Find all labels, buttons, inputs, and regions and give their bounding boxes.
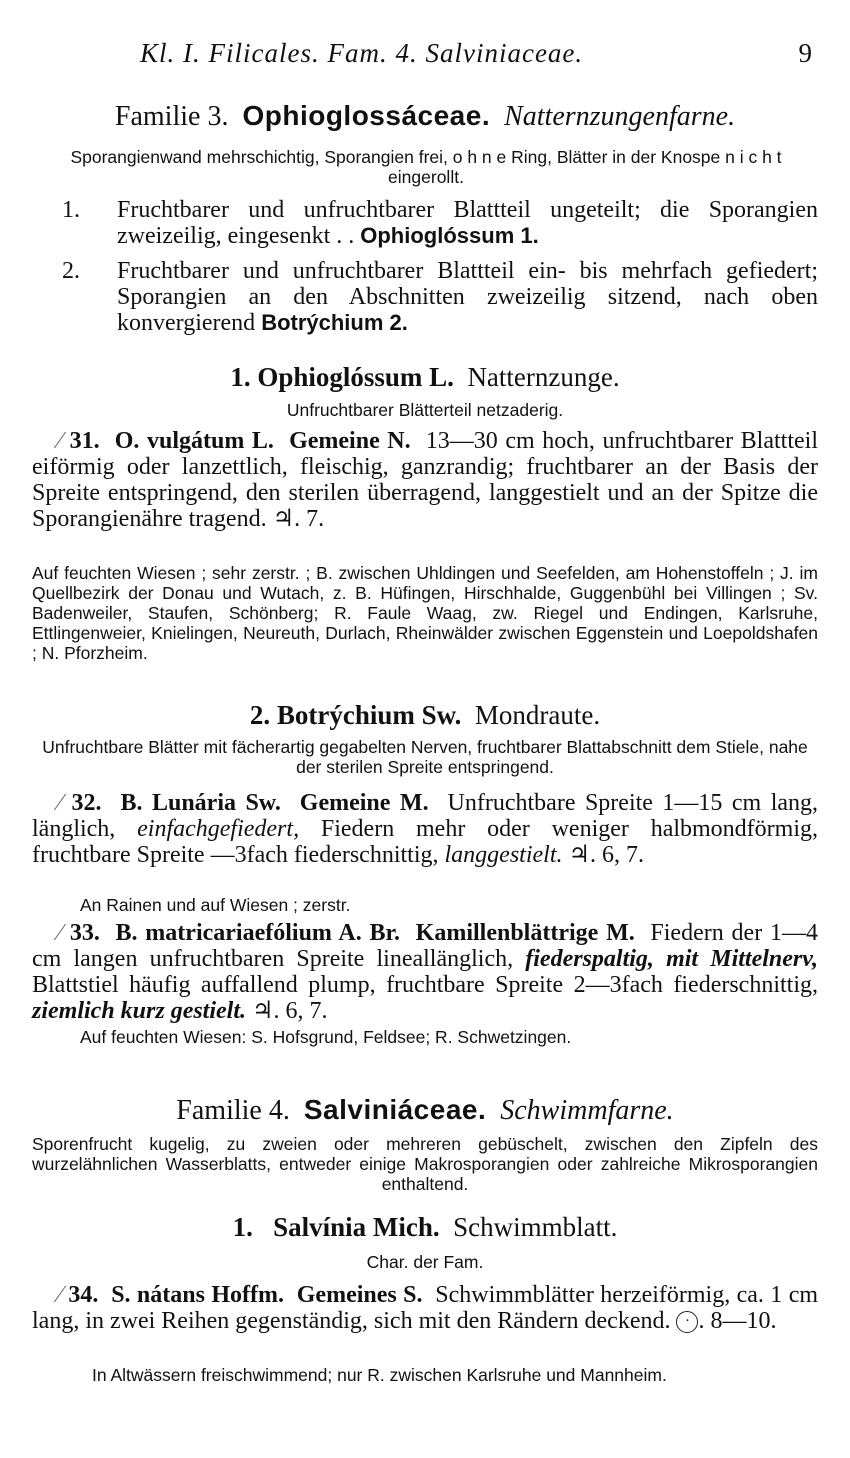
species-32-text-a: Unfruchtbare Spreite 1—15 cm lang, länglich,	[32, 790, 819, 842]
running-head-title: Kl. I. Filicales. Fam. 4. Salviniaceae.	[140, 38, 584, 68]
genus-salvinia-number: 1.	[232, 1212, 253, 1242]
species-33-text-a: Fiedern der 1—4 cm langen unfruchtbaren Spreite lineallänglich,	[32, 920, 819, 972]
species-34-flowering: . 8—10.	[698, 1308, 777, 1334]
species-32-text-b: Fiedern mehr oder weniger halbmondförmig, fruchtbare Spreite —3fach fiederschnittig,	[32, 816, 819, 868]
family4-name: Salviniáceae.	[303, 1094, 487, 1125]
key-1-text: Fruchtbarer und unfruchtbarer Blattteil ungeteilt; die Sporangien zweizeilig, eingesenkt . .	[117, 197, 818, 249]
genus-2-number: 2.	[249, 700, 271, 730]
page-number: 9	[798, 38, 812, 68]
check-mark: ⁄	[58, 790, 63, 816]
species-34-name: S. nátans Hoffm.	[111, 1282, 284, 1308]
species-34-number: 34.	[68, 1282, 99, 1308]
genus-1-description: Unfruchtbarer Blätterteil netzaderig.	[286, 400, 564, 420]
species-31-localities: Auf feuchten Wiesen ; sehr zerstr. ; B. zwischen Uhldingen und Seefelden, am Hohenstoffeln ; J. im Quellbezirk der Donau und Wutach, z. B. Hüfingen, Hirschhalde, Guggenbühl bei Villingen ; Sv. Badenweiler, Staufen, Schönberg; R. Faule Waag, zw. Riegel und Endingen, Karlsruhe, Ettlingenweier, Knielingen, Neureuth, Durlach, Rheinwälder zwischen Eggenstein und Loepoldshafen ; N. Pforzheim.	[32, 563, 818, 663]
annual-circle-icon: ·	[676, 1311, 698, 1333]
species-33-german-name: Kamillenblättrige M.	[415, 920, 635, 946]
species-31-german-name: Gemeine N.	[289, 428, 411, 454]
family3-label: Familie 3.	[114, 101, 229, 132]
species-32-localities: An Rainen und auf Wiesen ; zerstr.	[80, 895, 351, 915]
genus-1-number: 1.	[230, 362, 251, 392]
genus-botrychium-heading	[32, 700, 818, 731]
species-33-text-b: Blattstiel häufig auffallend plump, fruchtbare Spreite 2—3fach fiederschnittig,	[32, 972, 818, 998]
species-33-number: 33.	[69, 920, 100, 946]
species-33-localities: Auf feuchten Wiesen: S. Hofsgrund, Feldsee; R. Schwetzingen.	[80, 1027, 572, 1047]
family4-description: Sporenfrucht kugelig, zu zweien oder mehreren gebüschelt, zwischen den Zipfeln des wurzelähnlichen Wasserblatts, entweder einige Makrosporangien oder zahlreiche Mikrosporangien enthaltend.	[32, 1134, 818, 1194]
species-34	[32, 1282, 818, 1334]
check-mark: ⁄	[58, 1282, 63, 1308]
genus-salvinia-description: Char. der Fam.	[366, 1252, 484, 1272]
key-1-target: Ophioglóssum 1.	[360, 223, 539, 248]
species-32	[32, 790, 818, 868]
family3-description: Sporangienwand mehrschichtig, Sporangien frei, o h n e Ring, Blätter in der Knospe n i c h t eingerollt.	[70, 147, 782, 187]
genus-1-common-name: Natternzunge.	[467, 362, 620, 392]
genus-salvinia-heading	[32, 1212, 818, 1243]
family3-heading	[32, 100, 818, 133]
species-32-flowering: ♃. 6, 7.	[568, 842, 644, 868]
genus-2-description: Unfruchtbare Blätter mit fächerartig gegabelten Nerven, fruchtbarer Blattabschnitt dem Stiele, nahe der sterilen Spreite entspringend.	[42, 737, 808, 777]
species-34-text-a: Schwimmblätter herzeiförmig, ca. 1 cm lang, in zwei Reihen gegenständig, sich mit den Rändern deckend.	[32, 1282, 819, 1334]
check-mark: ⁄	[58, 920, 63, 946]
species-32-number: 32.	[71, 790, 102, 816]
species-31	[32, 428, 818, 532]
genus-2-common-name: Mondraute.	[474, 700, 601, 730]
genus-ophioglossum-heading	[32, 362, 818, 393]
species-31-number: 31.	[69, 428, 100, 454]
family4-heading	[32, 1094, 818, 1127]
genus-1-name: Ophioglóssum L.	[257, 362, 454, 392]
species-33-text-italic: fiederspaltig, mit Mittelnerv,	[525, 946, 818, 972]
species-33-text-italic-2: ziemlich kurz gestielt.	[32, 998, 247, 1024]
key-1-number: 1.	[62, 197, 80, 223]
species-32-text-italic: einfachgefiedert,	[137, 816, 300, 842]
family3-key-1	[30, 197, 818, 249]
family3-name: Ophioglossáceae.	[242, 100, 491, 131]
key-2-text: Fruchtbarer und unfruchtbarer Blattteil ein- bis mehrfach gefiedert; Sporangien an den Abschnitten zweizeilig sitzend, nach oben konvergierend	[117, 258, 818, 336]
species-31-name: O. vulgátum L.	[114, 428, 274, 454]
genus-salvinia-name: Salvínia Mich.	[273, 1212, 440, 1242]
genus-salvinia-common-name: Schwimmblatt.	[453, 1212, 618, 1242]
species-32-text-italic-2: langgestielt.	[444, 842, 563, 868]
species-32-german-name: Gemeine M.	[299, 790, 429, 816]
family4-label: Familie 4.	[176, 1095, 290, 1126]
species-31-description: 13—30 cm hoch, unfruchtbarer Blattteil eiförmig oder lanzettlich, fleischig, ganzrandig; fruchtbarer an der Basis der Spreite entspringend, den sterilen überragend, langgestielt und an der Spitze die Sporangienähre tragend. ♃. 7.	[32, 428, 818, 532]
species-32-name: B. Lunária Sw.	[120, 790, 281, 816]
species-34-german-name: Gemeines S.	[296, 1282, 423, 1308]
family4-common-name: Schwimmfarne.	[500, 1095, 674, 1126]
key-2-target: Botrýchium 2.	[261, 310, 408, 335]
key-2-number: 2.	[62, 258, 80, 284]
genus-2-name: Botrýchium Sw.	[276, 700, 462, 730]
species-33-name: B. matricariaefólium A. Br.	[115, 920, 401, 946]
species-33-flowering: ♃. 6, 7.	[252, 998, 328, 1024]
family3-common-name: Natternzungenfarne.	[504, 101, 736, 132]
check-mark: ⁄	[58, 428, 63, 454]
species-34-localities: In Altwässern freischwimmend; nur R. zwischen Karlsruhe und Mannheim.	[92, 1365, 667, 1385]
family3-key-2	[30, 258, 818, 336]
species-33	[32, 920, 818, 1024]
